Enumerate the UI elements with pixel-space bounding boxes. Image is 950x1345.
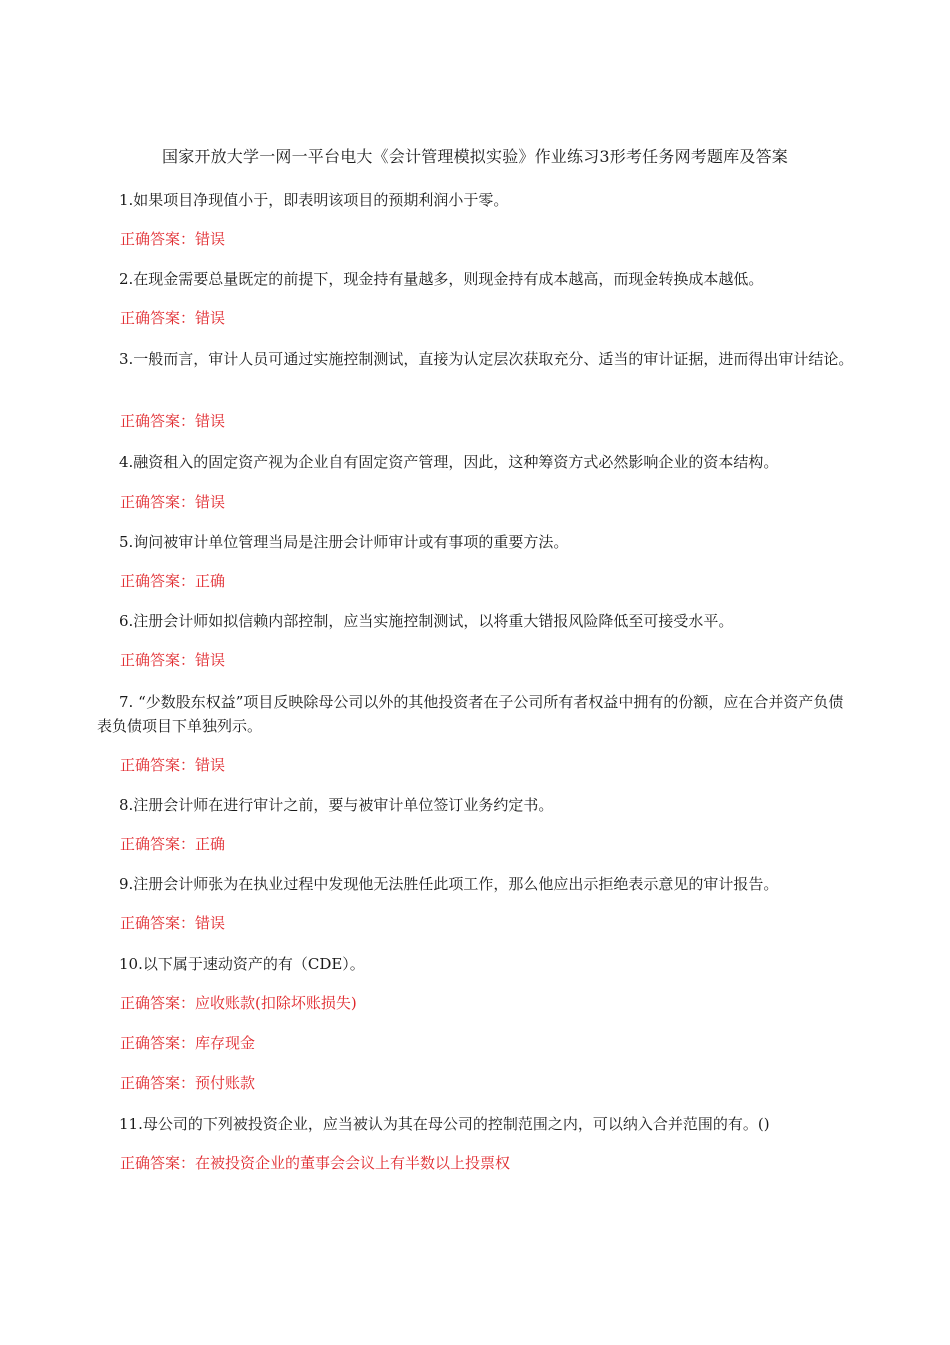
answer-prefix: 正确答案：: [120, 572, 196, 590]
answer-value: 正确: [195, 835, 226, 853]
question-2: 2.在现金需要总量既定的前提下，现金持有量越多，则现金持有成本越高，而现金转换成本越低。: [119, 270, 764, 288]
answer-6: [97, 648, 880, 672]
answer-1: [97, 227, 880, 251]
answer-value: 在被投资企业的董事会会议上有半数以上投票权: [195, 1154, 511, 1172]
answer-7: [97, 753, 880, 777]
answer-prefix: 正确答案：: [120, 230, 196, 248]
question-3: 3.一般而言，审计人员可通过实施控制测试，直接为认定层次获取充分、适当的审计证据，进而得出审计结论。: [119, 350, 854, 368]
question-7: 7. “少数股东权益”项目反映除母公司以外的其他投资者在子公司所有者权益中拥有的份额，应在合并资产负债表负债项目下单独列示。: [97, 693, 844, 735]
answer-value: 错误: [195, 230, 226, 248]
answer-value: 正确: [195, 572, 226, 590]
question-10: 10.以下属于速动资产的有（CDE）。: [119, 955, 365, 973]
answer-8: [97, 832, 880, 856]
answer-10c: [97, 1071, 880, 1095]
answer-2: [97, 306, 880, 330]
answer-value: 错误: [195, 914, 226, 932]
answer-3: [97, 409, 880, 433]
answer-prefix: 正确答案：: [120, 756, 196, 774]
question-8: 8.注册会计师在进行审计之前，要与被审计单位签订业务约定书。: [119, 796, 554, 814]
answer-value: 错误: [195, 756, 226, 774]
answer-prefix: 正确答案：: [120, 412, 196, 430]
answer-prefix: 正确答案：: [120, 309, 196, 327]
document-title: 国家开放大学一网一平台电大《会计管理模拟实验》作业练习3形考任务网考题库及答案: [162, 147, 788, 166]
answer-10a: [97, 991, 880, 1015]
answer-10b: [97, 1031, 880, 1055]
answer-prefix: 正确答案：: [120, 651, 196, 669]
question-6: 6.注册会计师如拟信赖内部控制，应当实施控制测试，以将重大错报风险降低至可接受水平。: [119, 612, 734, 630]
answer-4: [97, 490, 880, 514]
question-9: 9.注册会计师张为在执业过程中发现他无法胜任此项工作，那么他应出示拒绝表示意见的审计报告。: [119, 875, 779, 893]
answer-prefix: 正确答案：: [120, 914, 196, 932]
answer-prefix: 正确答案：: [120, 994, 196, 1012]
answer-value: 错误: [195, 651, 226, 669]
answer-value: 错误: [195, 412, 226, 430]
answer-prefix: 正确答案：: [120, 1074, 196, 1092]
answer-prefix: 正确答案：: [120, 835, 196, 853]
answer-value: 预付账款: [195, 1074, 256, 1092]
question-5: 5.询问被审计单位管理当局是注册会计师审计或有事项的重要方法。: [119, 533, 569, 551]
answer-9: [97, 911, 880, 935]
answer-value: 库存现金: [195, 1034, 256, 1052]
question-11: 11.母公司的下列被投资企业，应当被认为其在母公司的控制范围之内，可以纳入合并范围的有。(): [119, 1115, 770, 1133]
answer-prefix: 正确答案：: [120, 493, 196, 511]
answer-prefix: 正确答案：: [120, 1154, 196, 1172]
question-1: 1.如果项目净现值小于，即表明该项目的预期利润小于零。: [119, 191, 509, 209]
answer-value: 应收账款(扣除坏账损失): [195, 994, 357, 1012]
answer-prefix: 正确答案：: [120, 1034, 196, 1052]
answer-value: 错误: [195, 493, 226, 511]
answer-11: [97, 1151, 880, 1175]
answer-5: [97, 569, 880, 593]
answer-value: 错误: [195, 309, 226, 327]
question-4: 4.融资租入的固定资产视为企业自有固定资产管理，因此，这种筹资方式必然影响企业的资本结构。: [119, 453, 779, 471]
